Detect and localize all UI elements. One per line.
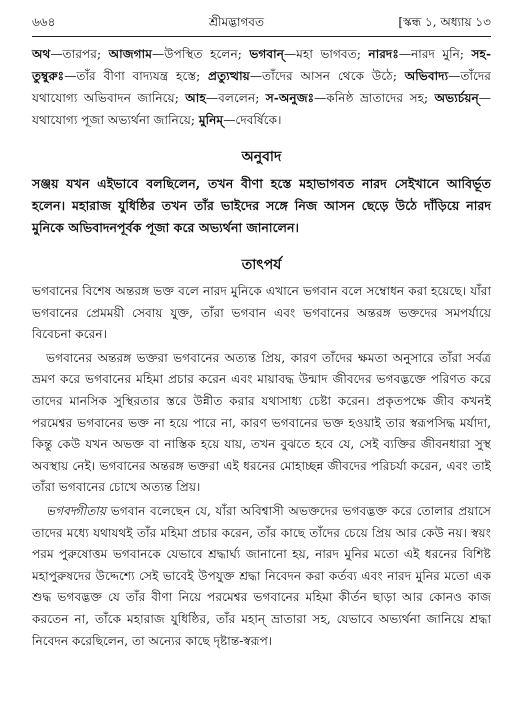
translation-heading: অনুবাদ bbox=[241, 149, 282, 165]
purport-heading: তাৎপর্য bbox=[241, 257, 282, 273]
synonym-meaning: —বললেন; bbox=[205, 91, 266, 105]
synonym-meaning: —নারদ মুনি; bbox=[398, 47, 472, 61]
header-rule bbox=[32, 36, 491, 37]
synonym-word: অভ্যর্চয়ন্ bbox=[434, 91, 479, 105]
synonym-word: অথ bbox=[32, 47, 51, 61]
purport-paragraph-1: ভগবানের বিশেষ অন্তরঙ্গ ভক্ত বলে নারদ মুনিকে এখানে ভগবান বলে সম্বোধন করা হয়েছে। যাঁরা ভগবানের প্রেমময়ী সেবায় যুক্ত, তাঁরা ভগবান এবং ভগবানের অন্তরঙ্গ ভক্তদের সমপর্যায়ে বিবেচনা করেন। bbox=[32, 284, 491, 342]
synonym-meaning: —তাঁদের যথাযোগ্য অভিবাদন জানিয়ে; bbox=[32, 69, 491, 105]
purport-paragraph-3-text: ভগবান বলেছেন যে, যাঁরা অবিশ্বাসী অভক্তদের ভগবদ্ভক্ত করে তোলার প্রয়াসে তাদের মধ্যে যথাযথই তাঁর মহিমা প্রচার করেন, তাঁর কাছে তাঁদের চেয়ে প্রিয় আর কেউ নয়। স্বয়ং পরম পুরুষোত্তম ভগবানকে যেভাবে শ্রদ্ধার্ঘ্য জানানো হয়, নারদ মুনির মতো এই ধরনের বিশিষ্ট মহাপুরুষদের উদ্দেশ্যে সেই ভাবেই উপযুক্ত শ্রদ্ধা নিবেদন করা কর্তব্য এবং নারদ মুনির মতো এক শুদ্ধ ভগবদ্ভক্ত যে তাঁর বীণা নিয়ে পরমেশ্বর ভগবানের মহিমা কীর্তন ছাড়া আর কোনও কাজ করতেন না, তাঁকে মহারাজ যুধিষ্ঠির, তাঁর মহান্ ভ্রাতারা সহ, যেভাবে অভ্যর্থনা জানিয়ে শ্রদ্ধা নিবেদন করেছিলেন, তা অন্যের কাছে দৃষ্টান্ত-স্বরূপ। bbox=[32, 503, 491, 648]
synonym-meaning: —মহা ভাগবত; bbox=[283, 47, 369, 61]
synonym-word: আহ bbox=[185, 91, 206, 105]
synonym-word: সহ-তুম্বুরুঃ bbox=[32, 47, 491, 83]
synonym-word: প্রত্যুত্থায় bbox=[208, 69, 250, 83]
synonym-word: আজগাম bbox=[108, 47, 152, 61]
synonym-meaning: —তারপর; bbox=[50, 47, 109, 61]
synonym-meaning: —তাঁর বীণা বাদ্যযন্ত্র হস্তে; bbox=[64, 69, 209, 83]
synonym-meaning: —তাঁদের আসন থেকে উঠে; bbox=[249, 69, 405, 83]
synonym-word: নারদঃ bbox=[368, 47, 399, 61]
synonym-word: ভগবান্ bbox=[249, 47, 284, 61]
synonym-meaning: —যথাযোগ্য পূজা অভ্যর্থনা জানিয়ে; bbox=[32, 91, 491, 127]
synonym-word: মুনিম্ bbox=[198, 113, 224, 127]
purport-paragraph-3 bbox=[32, 501, 491, 652]
synonym-meaning: —কনিষ্ঠ ভ্রাতাদের সহ; bbox=[314, 91, 435, 105]
synonym-meaning: —দেবর্ষিকে। bbox=[223, 113, 282, 127]
synonym-word: স-অনুজঃ bbox=[265, 91, 315, 105]
book-title: শ্রীমদ্ভাগবত bbox=[208, 15, 264, 29]
translation-text: সঞ্জয় যখন এইভাবে বলছিলেন, তখন বীণা হস্তে মহাভাগবত নারদ সেইখানে আবির্ভূত হলেন। মহারাজ যুধিষ্ঠির তখন তাঁর ভাইদের সঙ্গে নিজ আসন ছেড়ে উঠে দাঁড়িয়ে নারদ মুনিকে অভিবাদনপূর্বক পূজা করে অভ্যর্থনা জানালেন। bbox=[32, 176, 491, 235]
page-header bbox=[32, 14, 491, 36]
synonym-word: অভিবাদ্য bbox=[404, 69, 449, 83]
synonym-meaning: —উপস্থিত হলেন; bbox=[151, 47, 250, 61]
gita-reference: ভগবদ্গীতায় bbox=[46, 503, 107, 518]
chapter-reference: [স্কন্ধ ১, অধ্যায় ১৩ bbox=[398, 15, 491, 29]
synonyms-block bbox=[32, 43, 491, 131]
page-number: ৬৬৪ bbox=[32, 15, 56, 29]
purport-paragraph-2: ভগবানের অন্তরঙ্গ ভক্তরা ভগবানের অত্যন্ত প্রিয়, কারণ তাঁদের ক্ষমতা অনুসারে তাঁরা সর্বত্র ভ্রমণ করে ভগবানের মহিমা প্রচার করেন এবং মায়াবদ্ধ উন্মাদ জীবদের ভগবদ্ভক্তে পরিণত করে তাদের মানসিক সুস্থিরতার স্তরে উন্নীত করার যথাসাধ্য চেষ্টা করেন। প্রকৃতপক্ষে জীব কখনই পরমেশ্বর ভগবানের ভক্ত না হয়ে পারে না, কারণ ভগবানের ভক্ত হওয়াই তার স্বরূপসিদ্ধ মর্যাদা, কিন্তু কেউ যখন অভক্ত বা নাস্তিক হয়ে যায়, তখন বুঝতে হবে যে, সেই ব্যক্তির জীবনধারা সুস্থ অবস্থায় নেই। ভগবানের অন্তরঙ্গ ভক্তরা এই ধরনের মোহাচ্ছন্ন জীবদের পরিচর্যা করেন, এবং তাই তাঁরা ভগবানের চোখে অত্যন্ত প্রিয়। bbox=[32, 350, 491, 495]
